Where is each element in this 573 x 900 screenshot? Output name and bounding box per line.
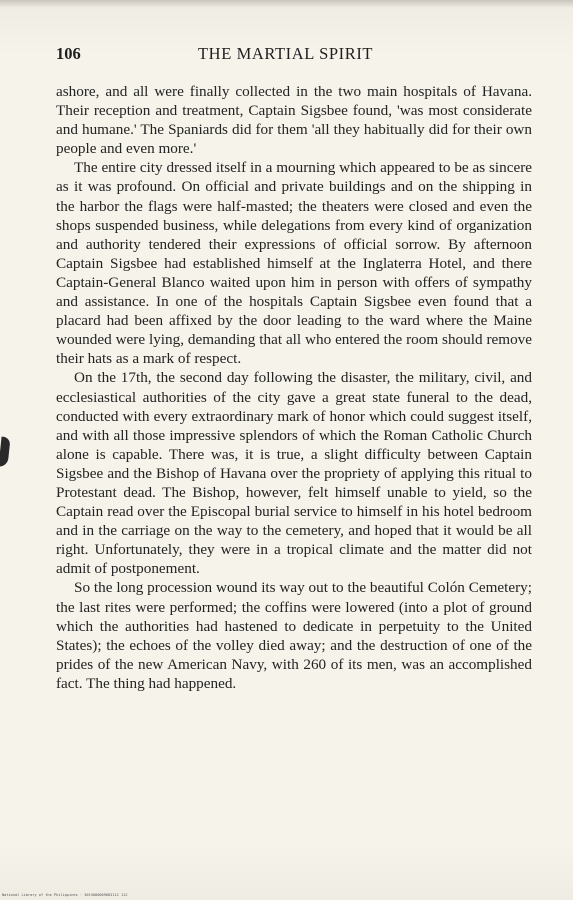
page-number: 106	[56, 44, 81, 63]
page-header	[56, 44, 532, 66]
binding-shadow-mark	[0, 437, 11, 468]
paragraph-2: The entire city dressed itself in a mourning which appeared to be as sincere as it was profound. On official and private buildings and on the shipping in the harbor the flags were half-masted; the theaters were closed and even the shops suspended business, while delegations from every kind of organization and authority tendered their expressions of official sorrow. By afternoon Captain Sigsbee had established himself at the Inglaterra Hotel, and there Captain-General Blanco waited upon him in person with offers of sympathy and assistance. In one of the hospitals Captain Sigsbee even found that a placard had been affixed by the door leading to the ward where the Maine wounded were lying, demanding that all who entered the room should remove their hats as a mark of respect.	[56, 159, 532, 368]
paragraph-4: So the long procession wound its way out to the beautiful Colón Cemetery; the last rites were performed; the coffins were lowered (into a plot of ground which the authorities had hastened to dedicate in perpetuity to the United States); the echoes of the volley died away; and the destruction of one of the prides of the new American Navy, with 260 of its men, was an accomplished fact. The thing had happened.	[56, 579, 532, 692]
library-stamp: National Library of the Philippines · 3015000009683112 112	[2, 893, 128, 897]
page-edge-shadow	[0, 0, 573, 8]
paragraph-1: ashore, and all were finally collected in the two main hospitals of Havana. Their reception and treatment, Captain Sigsbee found, 'was most considerate and humane.' The Spaniards did for them 'all they habitually did for their own people and even more.'	[56, 83, 532, 158]
body-text	[56, 82, 532, 693]
paragraph-3: On the 17th, the second day following the disaster, the military, civil, and ecclesiastical authorities of the city gave a great state funeral to the dead, conducted with every extraordinary mark of honor which could suggest itself, and with all those impressive splendors of which the Roman Catholic Church alone is capable. There was, it is true, a slight difficulty between Captain Sigsbee and the Bishop of Havana over the propriety of applying this ritual to Protestant dead. The Bishop, however, felt himself unable to yield, so the Captain read over the Episcopal burial service to himself in his hotel bedroom and in the carriage on the way to the cemetery, and hoped that it would be all right. Unfortunately, they were in a tropical climate and the matter did not admit of postponement.	[56, 369, 532, 578]
running-title: THE MARTIAL SPIRIT	[198, 44, 374, 63]
